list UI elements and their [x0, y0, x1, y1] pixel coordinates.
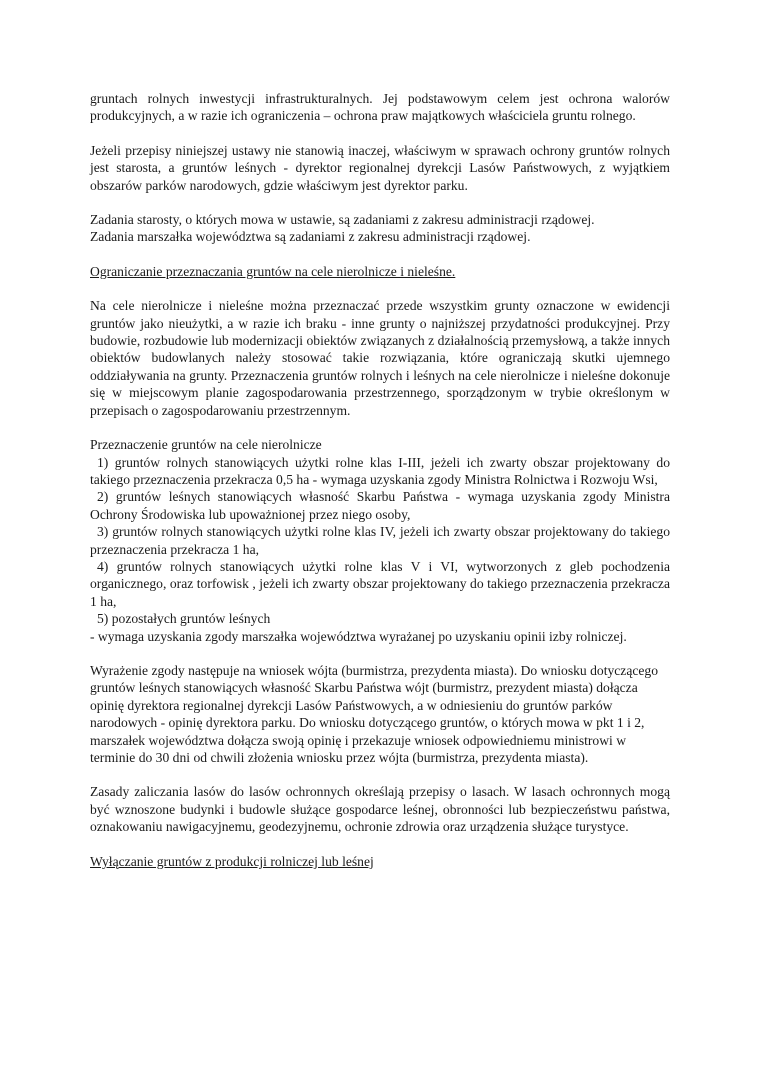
tasks-line-marszalek: Zadania marszałka województwa są zadaniami z zakresu administracji rządowej.	[90, 229, 531, 245]
paragraph-tasks	[90, 211, 670, 246]
paragraph-infrastructure: gruntach rolnych inwestycji infrastrukturalnych. Jej podstawowym celem jest ochrona walorów produkcyjnych, a w razie ich ograniczenia – ochrona praw majątkowych właściciela gruntu rolnego.	[90, 91, 670, 124]
section-heading-exclusion: Wyłączanie gruntów z produkcji rolniczej lub leśnej	[90, 853, 374, 869]
list-item: 3) gruntów rolnych stanowiących użytki rolne klas IV, jeżeli ich zwarty obszar projektowany do takiego przeznaczenia przekracza 1 ha,	[90, 524, 670, 557]
list-footer: - wymaga uzyskania zgody marszałka województwa wyrażanej po uzyskaniu opinii izby rolniczej.	[90, 628, 627, 644]
paragraph-non-agricultural: Na cele nierolnicze i nieleśne można przeznaczać przede wszystkim grunty oznaczone w ewidencji gruntów jako nieużytki, a w razie ich braku - inne grunty o najniższej przydatności produkcyjnej. Przy budowie, rozbudowie lub modernizacji obiektów związanych z działalnością przemysłową, a także innych obiektów budowlanych należy stosować takie rozwiązania, które ograniczają skutki ujemnego oddziaływania na grunty. Przeznaczenia gruntów rolnych i leśnych na cele nierolnicze i nieleśne dokonuje się w miejscowym planie zagospodarowania przestrzennego, sporządzonym w trybie określonym w przepisach o zagospodarowaniu przestrzennym.	[90, 298, 670, 418]
tasks-line-starosta: Zadania starosty, o których mowa w ustawie, są zadaniami z zakresu administracji rządowej.	[90, 212, 595, 228]
document-page	[90, 90, 670, 887]
list-item: 1) gruntów rolnych stanowiących użytki rolne klas I-III, jeżeli ich zwarty obszar projektowany do takiego przeznaczenia przekracza 0,5 ha - wymaga uzyskania zgody Ministra Rolnictwa i Rozwoju Wsi,	[90, 454, 670, 487]
list-item: 4) gruntów rolnych stanowiących użytki rolne klas V i VI, wytworzonych z gleb pochodzenia organicznego, oraz torfowisk , jeżeli ich zwarty obszar projektowany do takiego przeznaczenia przekracza 1 ha,	[90, 558, 670, 609]
paragraph-competence: Jeżeli przepisy niniejszej ustawy nie stanowią inaczej, właściwym w sprawach ochrony gruntów rolnych jest starosta, a gruntów leśnych - dyrektor regionalnej dyrekcji Lasów Państwowych, z wyjątkiem obszarów parków narodowych, gdzie właściwym jest dyrektor parku.	[90, 142, 670, 193]
section-heading-limiting: Ograniczanie przeznaczania gruntów na cele nierolnicze i nieleśne.	[90, 263, 456, 279]
list-item: 5) pozostałych gruntów leśnych	[97, 611, 271, 627]
paragraph-consent: Wyrażenie zgody następuje na wniosek wójta (burmistrza, prezydenta miasta). Do wniosku dotyczącego gruntów leśnych stanowiących własność Skarbu Państwa wójt (burmistrz, prezydent miasta) dołącza opinię dyrektora regionalnej dyrekcji Lasów Państwowych, a w odniesieniu do gruntów parków narodowych - opinię dyrektora parku. Do wniosku dotyczącego gruntów, o których mowa w pkt 1 i 2, marszałek województwa dołącza swoją opinię i przekazuje wniosek odpowiedniemu ministrowi w terminie do 30 dni od chwili złożenia wniosku przez wójta (burmistrza, prezydenta miasta).	[90, 662, 659, 765]
list-designation	[90, 436, 670, 645]
paragraph-protective-forests: Zasady zaliczania lasów do lasów ochronnych określają przepisy o lasach. W lasach ochronnych mogą być wznoszone budynki i budowle służące gospodarce leśnej, obronności lub bezpieczeństwu państwa, oznakowaniu nawigacyjnemu, geodezyjnemu, ochronie zdrowia oraz urządzenia służące turystyce.	[90, 784, 670, 835]
list-title: Przeznaczenie gruntów na cele nierolnicze	[90, 437, 322, 453]
list-item: 2) gruntów leśnych stanowiących własność Skarbu Państwa - wymaga uzyskania zgody Ministra Ochrony Środowiska lub upoważnionej przez niego osoby,	[90, 489, 670, 522]
